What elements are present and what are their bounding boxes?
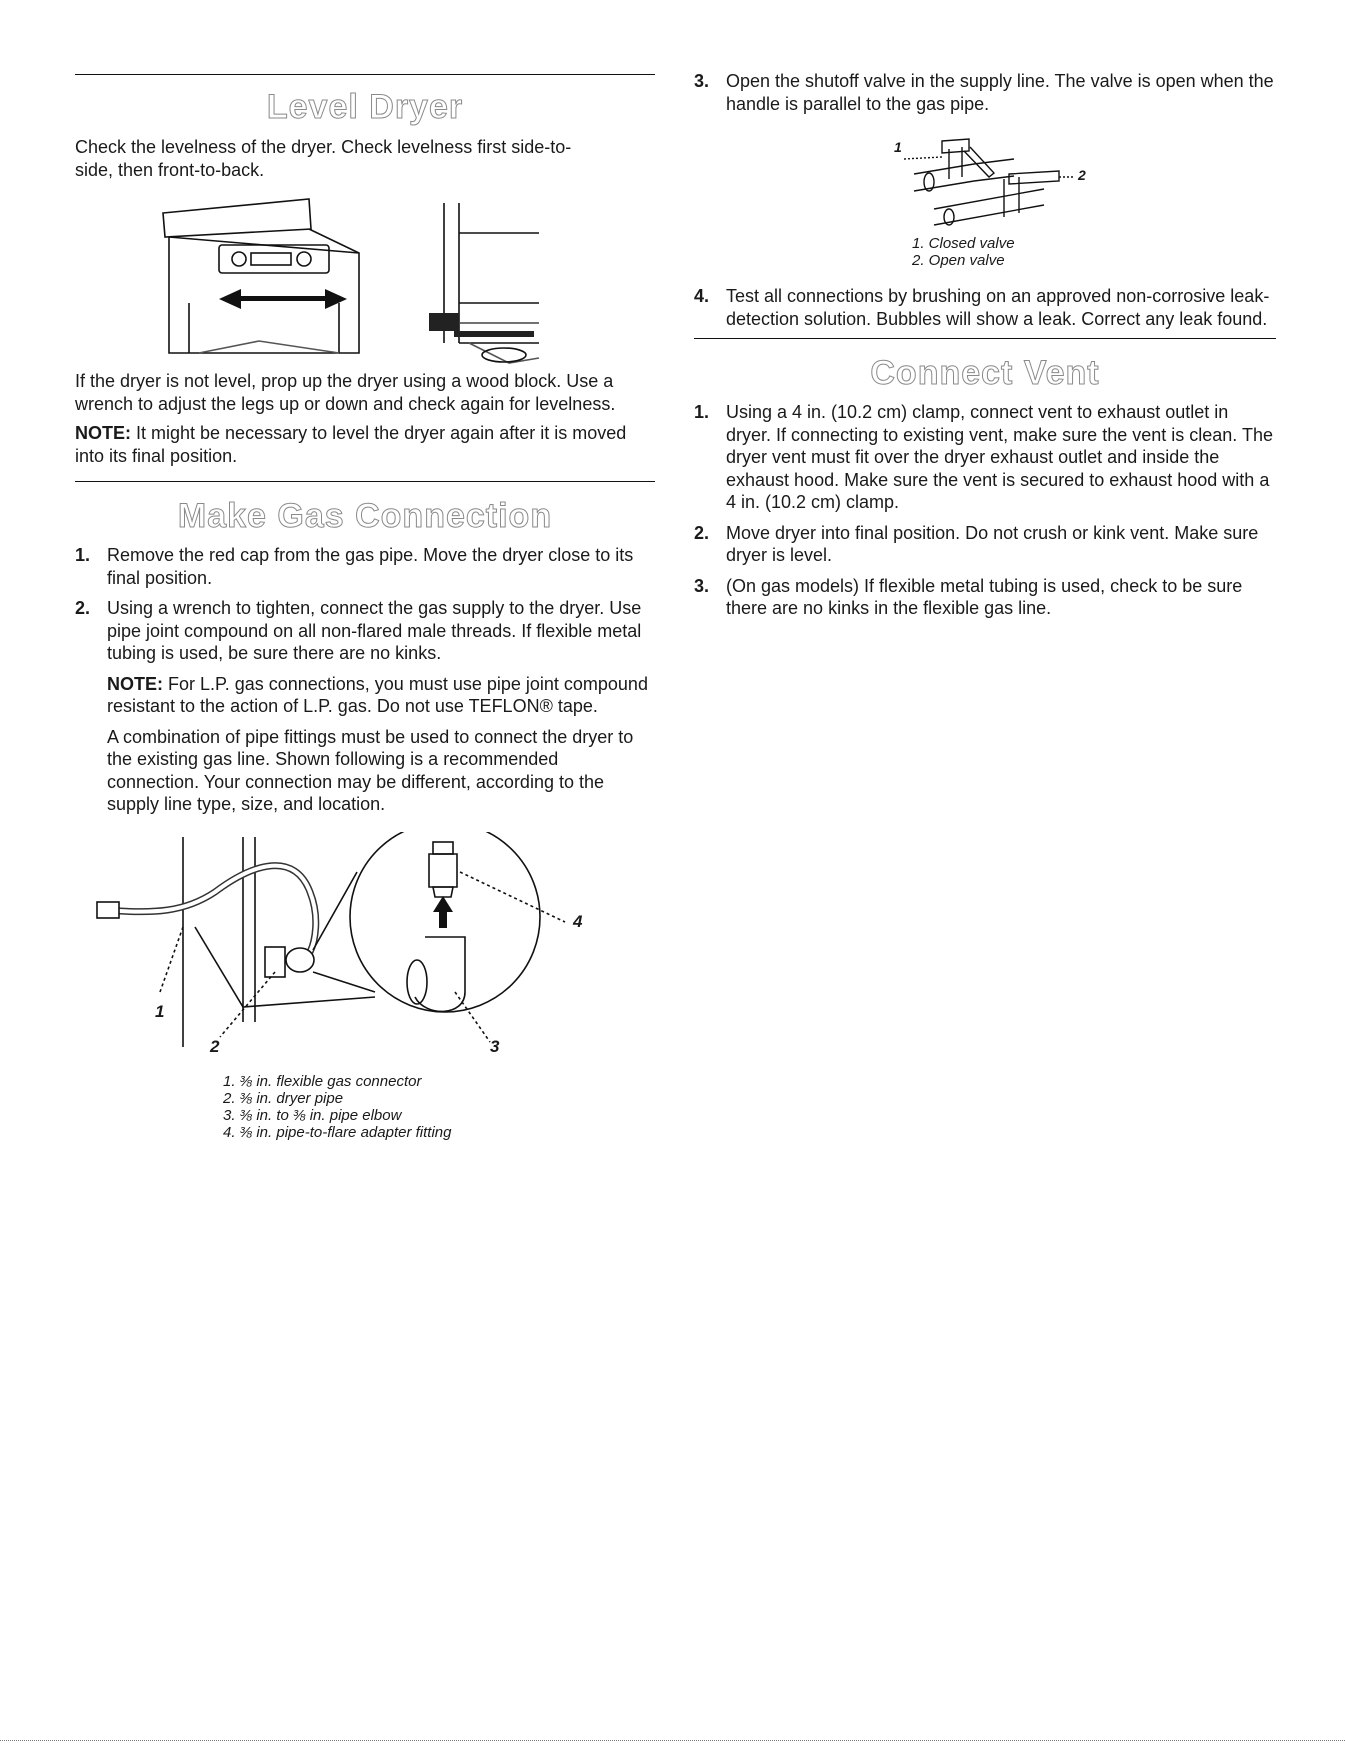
valve-captions xyxy=(912,235,1276,269)
step-number: 4. xyxy=(694,286,710,306)
level-dryer-heading: Level Dryer xyxy=(266,88,464,126)
section-divider xyxy=(75,481,655,482)
left-column xyxy=(75,0,655,1141)
gas-connection-steps xyxy=(75,544,655,816)
caption-line: 1. Closed valve xyxy=(912,235,1015,252)
step-text: (On gas models) If flexible metal tubing is used, check to be sure there are no kinks in the flexible gas line. xyxy=(726,575,1243,618)
note-text: It might be necessary to level the dryer again after it is moved into its final position. xyxy=(75,423,627,466)
level-dryer-note xyxy=(75,422,655,467)
gas-connection-heading: Make Gas Connection xyxy=(177,497,553,535)
gas-connection-steps-continued xyxy=(694,70,1276,115)
callout-4: 4 xyxy=(573,911,583,931)
caption-line: 2. ⅜ in. dryer pipe xyxy=(223,1089,344,1107)
step-text: Open the shutoff valve in the supply line. The valve is open when the handle is parallel to the gas pipe. xyxy=(726,71,1274,114)
pipe-fittings-paragraph: A combination of pipe fittings must be used to connect the dryer to the existing gas line. Shown following is a recommended connection. Your connection may be different, according to the supply line type, size, and location. xyxy=(107,726,634,814)
list-item xyxy=(75,544,655,589)
list-item xyxy=(694,575,1276,620)
step-number: 1. xyxy=(75,545,91,565)
gas-connector-drawing xyxy=(95,832,655,1057)
level-dryer-intro: Check the levelness of the dryer. Check levelness first side-to-side, then front-to-back. xyxy=(75,137,572,180)
step-number: 1. xyxy=(694,402,710,422)
connect-vent-steps xyxy=(694,401,1276,620)
step-text: Remove the red cap from the gas pipe. Move the dryer close to its final position. xyxy=(107,545,634,588)
connect-vent-heading: Connect Vent xyxy=(870,354,1100,392)
caption-line: 1. ⅜ in. flexible gas connector xyxy=(223,1072,422,1090)
right-column xyxy=(694,0,1276,628)
lp-gas-note xyxy=(107,673,655,718)
callout-2: 2 xyxy=(210,1036,220,1056)
gas-connection-captions xyxy=(223,1073,655,1141)
shutoff-valve-illustration xyxy=(894,129,1094,229)
step-text: Using a 4 in. (10.2 cm) clamp, connect vent to exhaust outlet in dryer. If connecting to existing vent, make sure the vent is clean. The dryer vent must fit over the dryer exhaust outlet and inside the exhaust hood. Make sure the vent is secured to exhaust hood with a 4 in. (10.2 cm) clamp. xyxy=(726,402,1273,512)
caption-line: 4. ⅜ in. pipe-to-flare adapter fitting xyxy=(223,1123,452,1141)
section-divider xyxy=(75,74,655,75)
callout-3: 3 xyxy=(490,1036,500,1056)
valve-drawing xyxy=(894,129,1094,229)
note-label: NOTE: xyxy=(75,423,131,443)
valve-callout-1: 1 xyxy=(894,139,902,155)
note-label: NOTE: xyxy=(107,673,163,694)
list-item xyxy=(694,70,1276,115)
callout-1: 1 xyxy=(155,1001,165,1021)
list-item xyxy=(694,522,1276,567)
section-divider xyxy=(694,338,1276,339)
valve-callout-2: 2 xyxy=(1078,167,1086,183)
level-dryer-illustration xyxy=(159,193,655,368)
step-number: 3. xyxy=(694,575,710,596)
scan-edge xyxy=(0,1740,1345,1741)
list-item xyxy=(694,401,1276,514)
note-text: For L.P. gas connections, you must use pipe joint compound resistant to the action of L.P. gas. Do not use TEFLON® tape. xyxy=(107,673,648,716)
level-dryer-body: If the dryer is not level, prop up the dryer using a wood block. Use a wrench to adjust the legs up or down and check again for levelness. xyxy=(75,371,616,414)
caption-line: 3. ⅜ in. to ⅜ in. pipe elbow xyxy=(223,1106,402,1124)
leak-test-step xyxy=(694,285,1276,330)
list-item xyxy=(694,285,1276,330)
list-item xyxy=(75,597,655,816)
step-number: 3. xyxy=(694,71,710,91)
dryer-levelness-drawing xyxy=(159,193,579,368)
caption-line: 2. Open valve xyxy=(912,252,1005,269)
step-number: 2. xyxy=(75,598,91,618)
gas-connection-illustration xyxy=(95,832,655,1057)
step-number: 2. xyxy=(694,522,710,543)
step-text: Test all connections by brushing on an approved non-corrosive leak-detection solution. Bubbles will show a leak. Correct any leak found. xyxy=(726,286,1270,329)
step-text: Move dryer into final position. Do not crush or kink vent. Make sure dryer is level. xyxy=(726,522,1259,565)
step-text: Using a wrench to tighten, connect the gas supply to the dryer. Use pipe joint compound on all non-flared male threads. If flexible metal tubing is used, be sure there are no kinks. xyxy=(107,598,642,663)
